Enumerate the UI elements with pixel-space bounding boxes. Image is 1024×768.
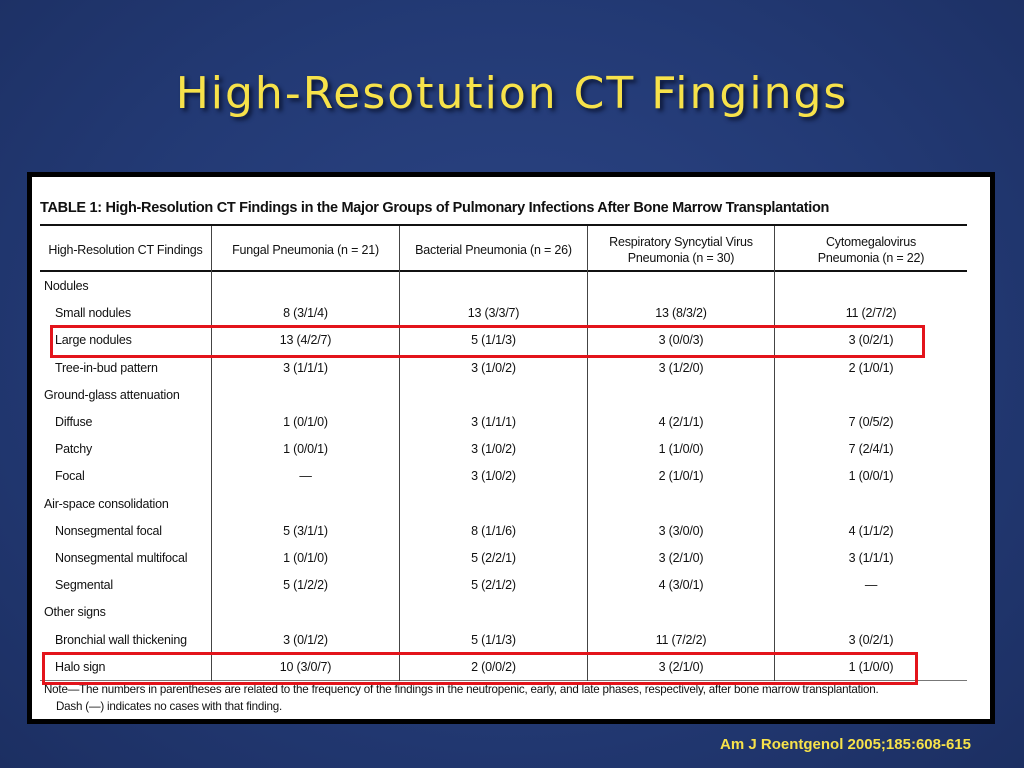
- finding-label: Halo sign: [55, 659, 106, 674]
- cell-cmv: 4 (1/1/2): [848, 523, 894, 538]
- cell-bacterial: 8 (1/1/6): [471, 523, 516, 538]
- cell-cmv: 1 (1/0/0): [848, 659, 894, 674]
- cell-bacterial: 3 (1/1/1): [471, 415, 516, 429]
- finding-label: Bronchial wall thickening: [55, 632, 187, 647]
- cell-fungal: 1 (0/0/1): [283, 442, 328, 457]
- table-row: [40, 518, 967, 545]
- header-cmv: [775, 227, 967, 272]
- group-label: Air-space consolidation: [44, 496, 169, 511]
- finding-label: Focal: [55, 469, 85, 484]
- cell-rsv: 3 (2/1/0): [658, 551, 704, 565]
- highlight-box: [50, 325, 925, 358]
- cell-fungal: 3 (1/1/1): [283, 360, 328, 375]
- cell-rsv: 1 (1/0/0): [658, 442, 704, 457]
- cell-fungal: 10 (3/0/7): [279, 659, 332, 674]
- table-group-row: [40, 273, 967, 300]
- cell-bacterial: 13 (3/3/7): [467, 306, 520, 321]
- table-note: [44, 681, 879, 715]
- header-rsv-line2: Pneumonia (n = 30): [627, 250, 735, 265]
- citation: Am J Roentgenol 2005;185:608-615: [720, 736, 971, 753]
- finding-label: Small nodules: [55, 306, 131, 321]
- table-group-row: [40, 382, 967, 409]
- finding-label: Segmental: [55, 578, 113, 593]
- cell-bacterial: 5 (2/1/2): [471, 578, 516, 593]
- cell-rsv: 3 (2/1/0): [658, 659, 704, 674]
- cell-rsv: 4 (3/0/1): [658, 578, 704, 593]
- table-group-row: [40, 599, 967, 626]
- table-row: [40, 409, 967, 436]
- finding-label: Nonsegmental multifocal: [55, 551, 188, 565]
- group-label: Other signs: [44, 605, 106, 620]
- finding-label: Diffuse: [55, 415, 93, 429]
- table-row: [40, 572, 967, 599]
- cell-rsv: 3 (0/0/3): [658, 333, 704, 348]
- cell-bacterial: 3 (1/0/2): [471, 442, 516, 457]
- cell-cmv: 3 (1/1/1): [848, 551, 894, 565]
- header-findings: High-Resolution CT Findings: [48, 242, 203, 257]
- table-row: [40, 627, 967, 654]
- header-cmv-line2: Pneumonia (n = 22): [817, 250, 925, 265]
- cell-fungal: 1 (0/1/0): [283, 551, 328, 565]
- header-rsv: [588, 227, 774, 272]
- cell-cmv: 7 (2/4/1): [848, 442, 894, 457]
- cell-bacterial: 5 (1/1/3): [471, 632, 516, 647]
- finding-label: Patchy: [55, 442, 93, 457]
- cell-bacterial: 2 (0/0/2): [471, 659, 516, 674]
- cell-cmv: 1 (0/0/1): [848, 469, 894, 484]
- highlight-box: [42, 652, 918, 685]
- cell-bacterial: 3 (1/0/2): [471, 469, 516, 484]
- cell-bacterial: 5 (2/2/1): [471, 551, 516, 565]
- finding-label: Tree-in-bud pattern: [55, 360, 158, 375]
- table-row: [40, 355, 967, 382]
- finding-label: Nonsegmental focal: [55, 523, 162, 538]
- slide-title: High-Resotution CT Fingings: [175, 68, 849, 119]
- table-row: [40, 436, 967, 463]
- cell-fungal: 5 (3/1/1): [283, 523, 328, 538]
- cell-rsv: 4 (2/1/1): [658, 415, 704, 429]
- group-label: Ground-glass attenuation: [44, 387, 180, 402]
- cell-fungal: 3 (0/1/2): [283, 632, 328, 647]
- cell-rsv: 3 (3/0/0): [658, 523, 704, 538]
- table-row: [40, 463, 967, 490]
- header-top-rule: [40, 224, 967, 226]
- cell-rsv: 11 (7/2/2): [655, 632, 707, 647]
- table-caption: TABLE 1: High-Resolution CT Findings in the Major Groups of Pulmonary Infections After Bone Marrow Transplantation: [40, 200, 830, 216]
- header-cmv-line1: Cytomegalovirus: [825, 234, 917, 249]
- header-bacterial: Bacterial Pneumonia (n = 26): [415, 242, 572, 257]
- cell-cmv: —: [864, 578, 878, 593]
- header-fungal: Fungal Pneumonia (n = 21): [232, 242, 379, 257]
- header-rsv-line1: Respiratory Syncytial Virus: [609, 234, 753, 249]
- cell-rsv: 13 (8/3/2): [655, 306, 707, 321]
- table-note-line1: Note—The numbers in parentheses are related to the frequency of the findings in the neutropenic, early, and late phases, respectively, after bone marrow transplantation.: [44, 683, 879, 696]
- cell-cmv: 2 (1/0/1): [848, 360, 894, 375]
- finding-label: Large nodules: [55, 333, 132, 348]
- cell-rsv: 3 (1/2/0): [658, 360, 704, 375]
- cell-cmv: 11 (2/7/2): [845, 306, 897, 321]
- group-label: Nodules: [44, 279, 89, 293]
- cell-cmv: 7 (0/5/2): [848, 415, 894, 429]
- findings-table: [32, 177, 990, 719]
- cell-fungal: 1 (0/1/0): [283, 415, 328, 429]
- cell-rsv: 2 (1/0/1): [658, 469, 704, 484]
- table-note-line2: Dash (—) indicates no cases with that finding.: [56, 700, 283, 713]
- cell-bacterial: 3 (1/0/2): [471, 360, 516, 375]
- table-row: [40, 545, 967, 572]
- table-figure: [27, 172, 995, 724]
- cell-fungal: —: [299, 469, 312, 484]
- cell-bacterial: 5 (1/1/3): [471, 333, 516, 348]
- cell-cmv: 3 (0/2/1): [848, 333, 894, 348]
- cell-fungal: 5 (1/2/2): [283, 578, 328, 593]
- cell-fungal: 8 (3/1/4): [283, 306, 328, 321]
- table-row: [40, 300, 967, 327]
- table-group-row: [40, 491, 967, 518]
- cell-cmv: 3 (0/2/1): [848, 632, 894, 647]
- cell-fungal: 13 (4/2/7): [279, 333, 332, 348]
